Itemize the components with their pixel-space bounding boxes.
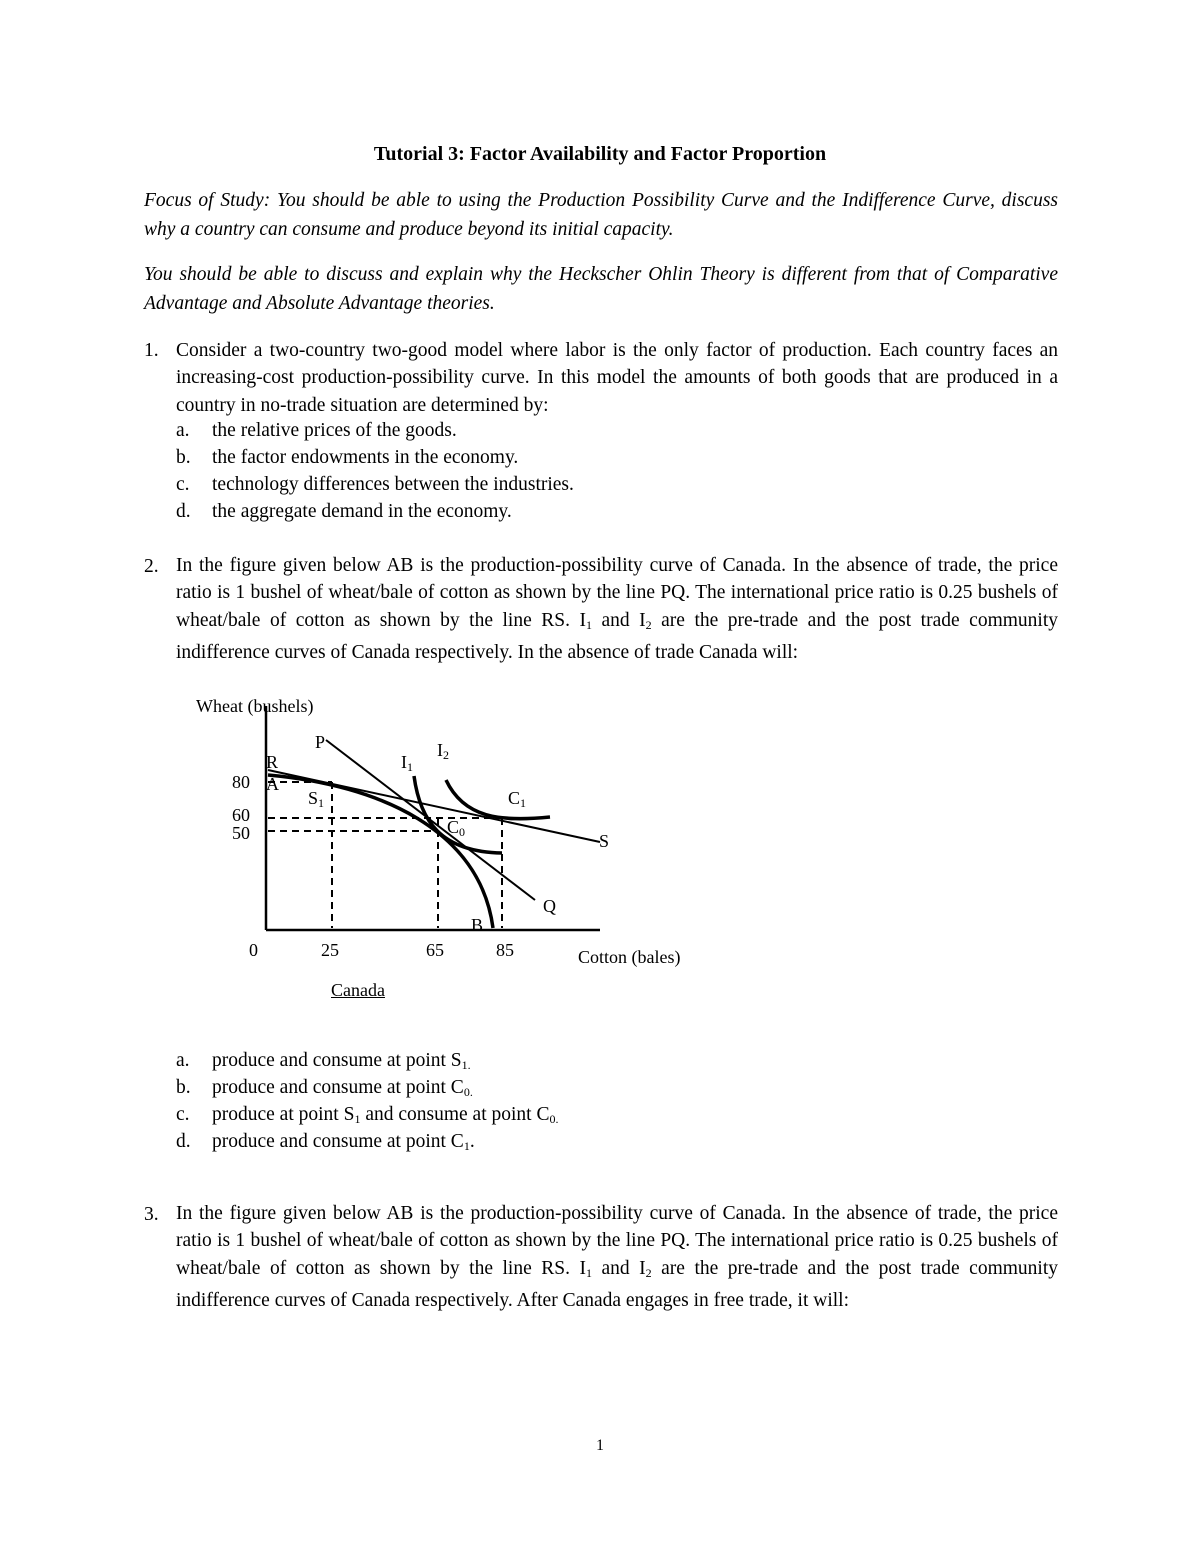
page-number: 1 bbox=[596, 1437, 604, 1454]
label-A: A bbox=[266, 774, 279, 794]
y-tick-80: 80 bbox=[232, 772, 250, 792]
q1-number: 1. bbox=[144, 340, 159, 361]
q2-number: 2. bbox=[144, 556, 159, 577]
q3-number: 3. bbox=[144, 1204, 159, 1225]
q2-text: In the figure given below AB is the production-possibility curve of Canada. In the absence of trade, the price ratio is 1 bushel of wheat/bale of cotton as shown by the line PQ. The international price ratio is 0.25 bushels of wheat/bale of cotton as shown by the line RS. $I_1$ and $I_2$ are the pre-trade and the post trade community indifference curves of Canada respectively. In the absence of trade Canada will: bbox=[176, 555, 1058, 663]
label-S1: $S_1$ bbox=[308, 788, 325, 810]
y-tick-50: 50 bbox=[232, 823, 250, 843]
label-P: P bbox=[315, 732, 326, 752]
page-title: Tutorial 3: Factor Availability and Factor Proportion bbox=[373, 143, 827, 165]
document-page: Tutorial 3: Factor Availability and Factor Proportion Focus of Study: You should be able to using the Production Possibility Curve and the Indifference Curve, discuss why a country can consume and produce beyond its initial capacity. You should be able to discuss and explain why the Heckscher Ohlin Theory is different from that of Comparative Advantage and Absolute Advantage theories. 1. Consider a two-country two-good model where labor is the only factor of production. Each country faces an increasing-cost production-possibility curve. In this model the amounts of both goods that are produced in a country in no-trade situation are determined by: a. the relative prices of the goods. b. the factor endowments in the economy. c. technology differences between the industries. d. the aggregate demand in the economy. 2. In the figure given below AB is the production-possibility curve of Canada. In the absence of trade, the price ratio is 1 bushel of wheat/bale of cotton as shown by the line PQ. The international price ratio is 0.25 bushels of wheat/bale of cotton as shown by the line RS. $I_1$ and $I_2$ are the pre-trade and the post trade community indifference curves of Canada respectively. In the absence of trade Canada will: Wheat (bushels) P R A $I_1$ $I_2$ $S_1$ $C_1$ $C_0$ S Q B 80 60 50 0 25 65 85 Cotton (bales) Canada a. produce and consume at point $S_{1.}$ b. produce and consume at point $C_{0.}$ c. produce at point $S_1$ and consume at point $C_{0.}$ d. produce and consume at point $C_1$. 3. In the figure given below AB is the production-possibility curve of Canada. In the absence of trade, the price ratio is 1 bushel of wheat/bale of cotton as shown by the line PQ. The international price ratio is 0.25 bushels of wheat/bale of cotton as shown by the line RS. $I_1$ and $I_2$ are the pre-trade and the post trade community indifference curves of Canada respectively. After Canada engages in free trade, it will: 1 bbox=[0, 0, 1200, 1553]
x-tick-85: 85 bbox=[496, 940, 514, 960]
chart-title: Canada bbox=[331, 980, 385, 1000]
label-R: R bbox=[266, 752, 279, 772]
label-B: B bbox=[471, 915, 484, 935]
x-tick-25: 25 bbox=[321, 940, 339, 960]
focus-of-study-2: You should be able to discuss and explain why the Heckscher Ohlin Theory is different from that of Comparative Advantage and Absolute Advantage theories. bbox=[144, 264, 1058, 314]
y-tick-60: 60 bbox=[232, 805, 250, 825]
x-axis-label: Cotton (bales) bbox=[578, 947, 681, 967]
x-tick-0: 0 bbox=[249, 940, 258, 960]
label-I1: $I_1$ bbox=[401, 752, 413, 774]
x-tick-65: 65 bbox=[426, 940, 444, 960]
label-I2: $I_2$ bbox=[437, 740, 449, 762]
label-C1: $C_1$ bbox=[508, 788, 527, 810]
focus-of-study: Focus of Study: You should be able to using the Production Possibility Curve and the Indifference Curve, discuss why a country can consume and produce beyond its initial capacity. bbox=[144, 190, 1058, 240]
q3-text: In the figure given below AB is the production-possibility curve of Canada. In the absence of trade, the price ratio is 1 bushel of wheat/bale of cotton as shown by the line PQ. The international price ratio is 0.25 bushels of wheat/bale of cotton as shown by the line RS. $I_1$ and $I_2$ are the pre-trade and the post trade community indifference curves of Canada respectively. After Canada engages in free trade, it will: bbox=[176, 1203, 1058, 1311]
q1-text: Consider a two-country two-good model where labor is the only factor of production. Each country faces an increasing-cost production-possibility curve. In this model the amounts of both goods that are produced in a country in no-trade situation are determined by: bbox=[176, 340, 1058, 416]
label-Q: Q bbox=[543, 896, 556, 916]
label-C0: $C_0$ bbox=[447, 817, 466, 839]
label-S: S bbox=[599, 831, 610, 851]
ppc-figure bbox=[180, 690, 720, 1010]
y-axis-label: Wheat (bushels) bbox=[196, 696, 314, 716]
